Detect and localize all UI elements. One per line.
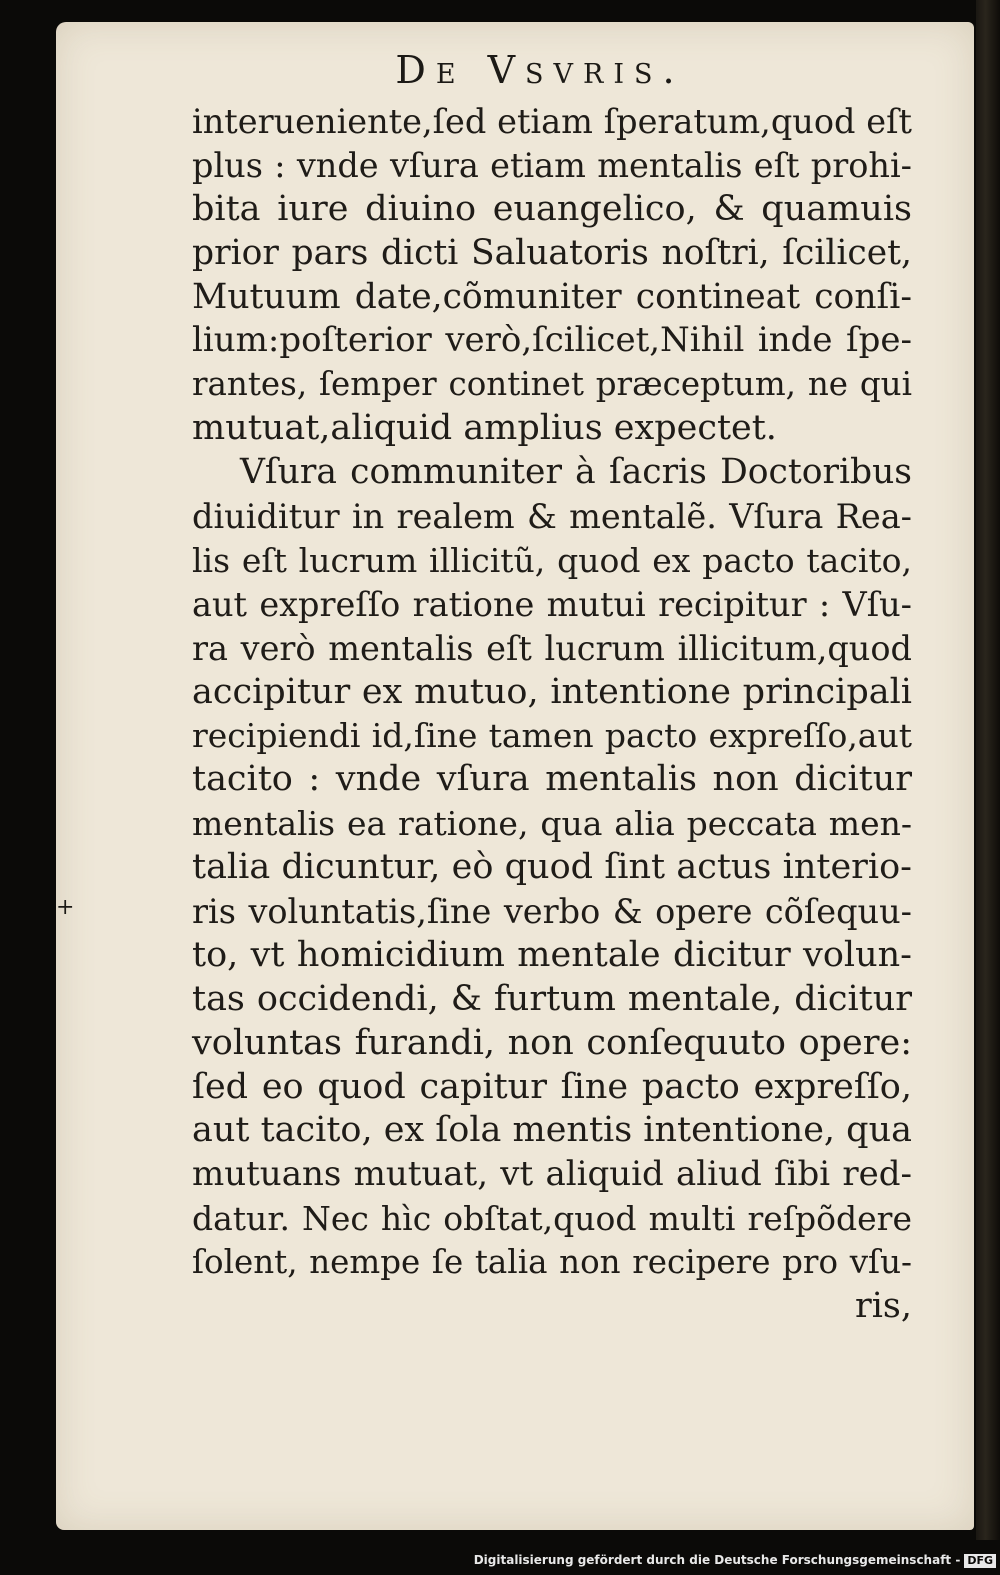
text-line: to, vt homicidium mentale dicitur volun- <box>192 934 912 975</box>
text-line: aut expreſſo ratione mutui recipitur : Vſu- <box>192 584 912 624</box>
running-head: De Vsvris. <box>395 48 685 92</box>
text-line: bita iure diuino euangelico, & quamuis <box>192 188 912 229</box>
text-line: talia dicuntur, eò quod ſint actus interio- <box>192 847 912 888</box>
text-line: ris voluntatis,ſine verbo & opere cõſequu- <box>192 892 912 932</box>
text-line: Mutuum date,cõmuniter contineat conſi- <box>192 276 912 317</box>
text-line: mutuans mutuat, vt aliquid aliud ſibi red- <box>192 1154 912 1195</box>
text-line: tas occidendi, & furtum mentale, dicitur <box>192 978 912 1019</box>
text-line: mentalis ea ratione, qua alia peccata men- <box>192 804 912 844</box>
text-line: datur. Nec hìc obſtat,quod multi reſpõdere <box>192 1199 912 1239</box>
text-line: plus : vnde vſura etiam mentalis eſt prohi- <box>192 145 912 185</box>
catchword: ris, <box>854 1286 912 1327</box>
text-line: diuiditur in realem & mentalẽ. Vſura Rea- <box>192 497 912 537</box>
dfg-logo: DFG <box>964 1554 996 1568</box>
text-line: lis eſt lucrum illicitũ, quod ex pacto tacito, <box>192 540 912 580</box>
text-line: tacito : vnde vſura mentalis non dicitur <box>192 759 912 800</box>
text-line: lium:poſterior verò,ſcilicet,Nihil inde ſpe- <box>192 320 912 361</box>
text-line: rantes, ſemper continet præceptum, ne qui <box>192 365 912 404</box>
text-line: interueniente,ſed etiam ſperatum,quod eſt <box>192 102 912 141</box>
footer-credit: Digitalisierung gefördert durch die Deutsche Forschungsgemeinschaft - <box>473 1553 961 1567</box>
book-edge <box>976 0 1000 1540</box>
text-line: ſolent, nempe ſe talia non recipere pro vſu- <box>192 1243 912 1282</box>
text-line: accipitur ex mutuo, intentione principali <box>192 671 912 712</box>
text-line: ra verò mentalis eſt lucrum illicitum,quod <box>192 628 912 668</box>
text-line: voluntas furandi, non conſequuto opere: <box>192 1022 912 1063</box>
text-block <box>192 100 912 1329</box>
text-line: Vſura communiter à ſacris Doctoribus <box>240 452 912 493</box>
text-line: ſed eo quod capitur ſine pacto expreſſo, <box>192 1066 912 1107</box>
text-line: prior pars dicti Saluatoris noſtri, ſcilicet, <box>192 232 912 273</box>
text-line: recipiendi id,ſine tamen pacto expreſſo,aut <box>192 716 912 756</box>
text-line: aut tacito, ex ſola mentis intentione, qua <box>192 1110 912 1151</box>
text-line: mutuat,aliquid amplius expectet. <box>192 408 777 449</box>
margin-mark: + <box>56 895 75 920</box>
footer <box>0 1547 996 1573</box>
